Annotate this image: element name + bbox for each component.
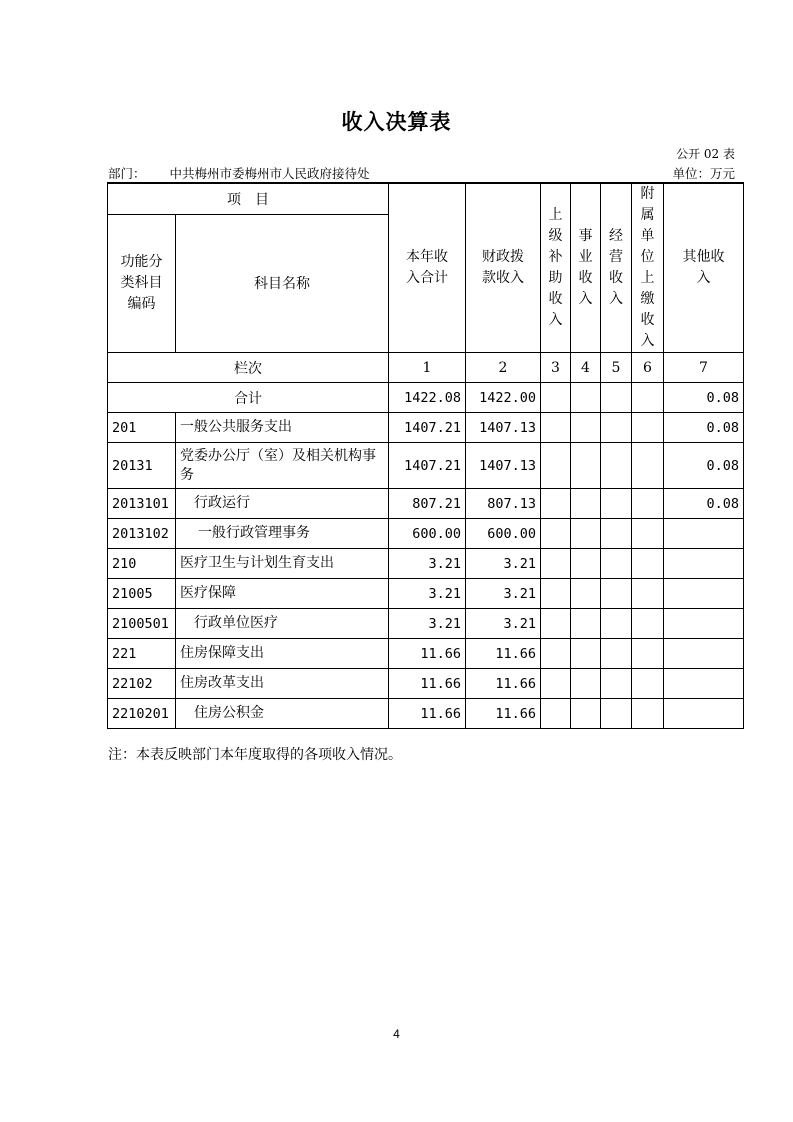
row-name: 医疗保障 [176,579,389,609]
row-affiliated-income [632,443,664,489]
row-name: 一般公共服务支出 [176,413,389,443]
row-total-income: 600.00 [389,519,466,549]
row-superior-subsidy [541,443,571,489]
header-item: 项 目 [108,183,389,214]
footnote: 注：本表反映部门本年度取得的各项收入情况。 [108,747,402,763]
row-other-income [664,519,744,549]
table-row [108,519,744,549]
row-superior-subsidy [541,549,571,579]
row-business-income [571,579,601,609]
row-operating-income [601,413,632,443]
row-operating-income [601,443,632,489]
row-total-income: 3.21 [389,549,466,579]
row-affiliated-income [632,579,664,609]
row-fiscal-income: 3.21 [466,579,541,609]
department-label: 部门： [108,166,146,181]
total-c7: 0.08 [664,383,744,413]
header-other-income: 其他收 入 [664,183,744,353]
row-code: 21005 [108,579,176,609]
total-c1: 1422.08 [389,383,466,413]
row-superior-subsidy [541,579,571,609]
row-other-income [664,579,744,609]
row-other-income [664,549,744,579]
page-number: 4 [393,1027,400,1041]
header-fiscal-income: 财政拨 款收入 [466,183,541,353]
row-fiscal-income: 3.21 [466,549,541,579]
row-other-income: 0.08 [664,489,744,519]
row-superior-subsidy [541,699,571,729]
table-row [108,443,744,489]
row-code: 210 [108,549,176,579]
row-total-income: 1407.21 [389,413,466,443]
row-affiliated-income [632,549,664,579]
row-code: 22102 [108,669,176,699]
total-c2: 1422.00 [466,383,541,413]
header-affiliated-income: 附 属 单 位 上 缴 收 入 [632,183,664,353]
row-affiliated-income [632,489,664,519]
row-name: 住房保障支出 [176,639,389,669]
header-code: 功能分 类科目 编码 [108,214,176,352]
row-fiscal-income: 807.13 [466,489,541,519]
row-total-income: 11.66 [389,639,466,669]
column-index-7: 7 [664,353,744,383]
row-affiliated-income [632,699,664,729]
table-row [108,669,744,699]
row-other-income [664,699,744,729]
row-name: 住房改革支出 [176,669,389,699]
row-other-income [664,609,744,639]
total-label: 合计 [108,383,389,413]
row-name: 行政运行 [176,489,389,519]
row-code: 201 [108,413,176,443]
row-business-income [571,549,601,579]
row-total-income: 807.21 [389,489,466,519]
row-business-income [571,699,601,729]
row-other-income [664,669,744,699]
row-fiscal-income: 3.21 [466,609,541,639]
row-affiliated-income [632,639,664,669]
row-fiscal-income: 11.66 [466,669,541,699]
row-business-income [571,489,601,519]
row-other-income: 0.08 [664,443,744,489]
header-operating-income: 经 营 收 入 [601,183,632,353]
row-total-income: 3.21 [389,579,466,609]
row-operating-income [601,639,632,669]
row-total-income: 1407.21 [389,443,466,489]
table-row [108,579,744,609]
row-superior-subsidy [541,519,571,549]
table-row [108,549,744,579]
column-index-2: 2 [466,353,541,383]
row-business-income [571,639,601,669]
row-superior-subsidy [541,609,571,639]
row-other-income: 0.08 [664,413,744,443]
row-operating-income [601,609,632,639]
row-operating-income [601,579,632,609]
row-code: 2013101 [108,489,176,519]
column-index-3: 3 [541,353,571,383]
row-affiliated-income [632,519,664,549]
column-index-label: 栏次 [108,353,389,383]
column-index-row [108,353,744,383]
row-name: 住房公积金 [176,699,389,729]
form-number: 公开 02 表 [676,147,735,161]
income-table [107,182,744,729]
row-operating-income [601,489,632,519]
department-line [108,164,370,182]
row-name: 行政单位医疗 [176,609,389,639]
row-superior-subsidy [541,639,571,669]
header-row-1 [108,183,744,214]
row-operating-income [601,519,632,549]
header-total-income: 本年收 入合计 [389,183,466,353]
row-name: 一般行政管理事务 [176,519,389,549]
row-business-income [571,519,601,549]
row-affiliated-income [632,669,664,699]
department-name: 中共梅州市委梅州市人民政府接待处 [169,166,370,181]
header-superior-subsidy: 上 级 补 助 收 入 [541,183,571,353]
row-business-income [571,413,601,443]
row-business-income [571,609,601,639]
table-row [108,609,744,639]
column-index-5: 5 [601,353,632,383]
row-affiliated-income [632,609,664,639]
row-fiscal-income: 600.00 [466,519,541,549]
row-affiliated-income [632,413,664,443]
row-code: 2210201 [108,699,176,729]
table-row [108,639,744,669]
row-fiscal-income: 11.66 [466,699,541,729]
column-index-6: 6 [632,353,664,383]
row-superior-subsidy [541,413,571,443]
row-fiscal-income: 1407.13 [466,413,541,443]
total-row [108,383,744,413]
table-row [108,489,744,519]
column-index-4: 4 [571,353,601,383]
row-name: 医疗卫生与计划生育支出 [176,549,389,579]
unit-label: 单位：万元 [672,166,735,181]
page-title: 收入决算表 [341,109,452,134]
row-fiscal-income: 11.66 [466,639,541,669]
header-name: 科目名称 [176,214,389,352]
row-name: 党委办公厅（室）及相关机构事务 [176,443,389,489]
table-row [108,413,744,443]
row-other-income [664,639,744,669]
row-total-income: 3.21 [389,609,466,639]
row-operating-income [601,699,632,729]
row-business-income [571,669,601,699]
row-code: 2013102 [108,519,176,549]
row-fiscal-income: 1407.13 [466,443,541,489]
row-code: 20131 [108,443,176,489]
table-row [108,699,744,729]
row-code: 221 [108,639,176,669]
column-index-1: 1 [389,353,466,383]
data-rows [108,413,744,729]
row-superior-subsidy [541,669,571,699]
row-total-income: 11.66 [389,699,466,729]
row-superior-subsidy [541,489,571,519]
row-operating-income [601,669,632,699]
row-total-income: 11.66 [389,669,466,699]
row-code: 2100501 [108,609,176,639]
row-business-income [571,443,601,489]
header-business-income: 事 业 收 入 [571,183,601,353]
row-operating-income [601,549,632,579]
